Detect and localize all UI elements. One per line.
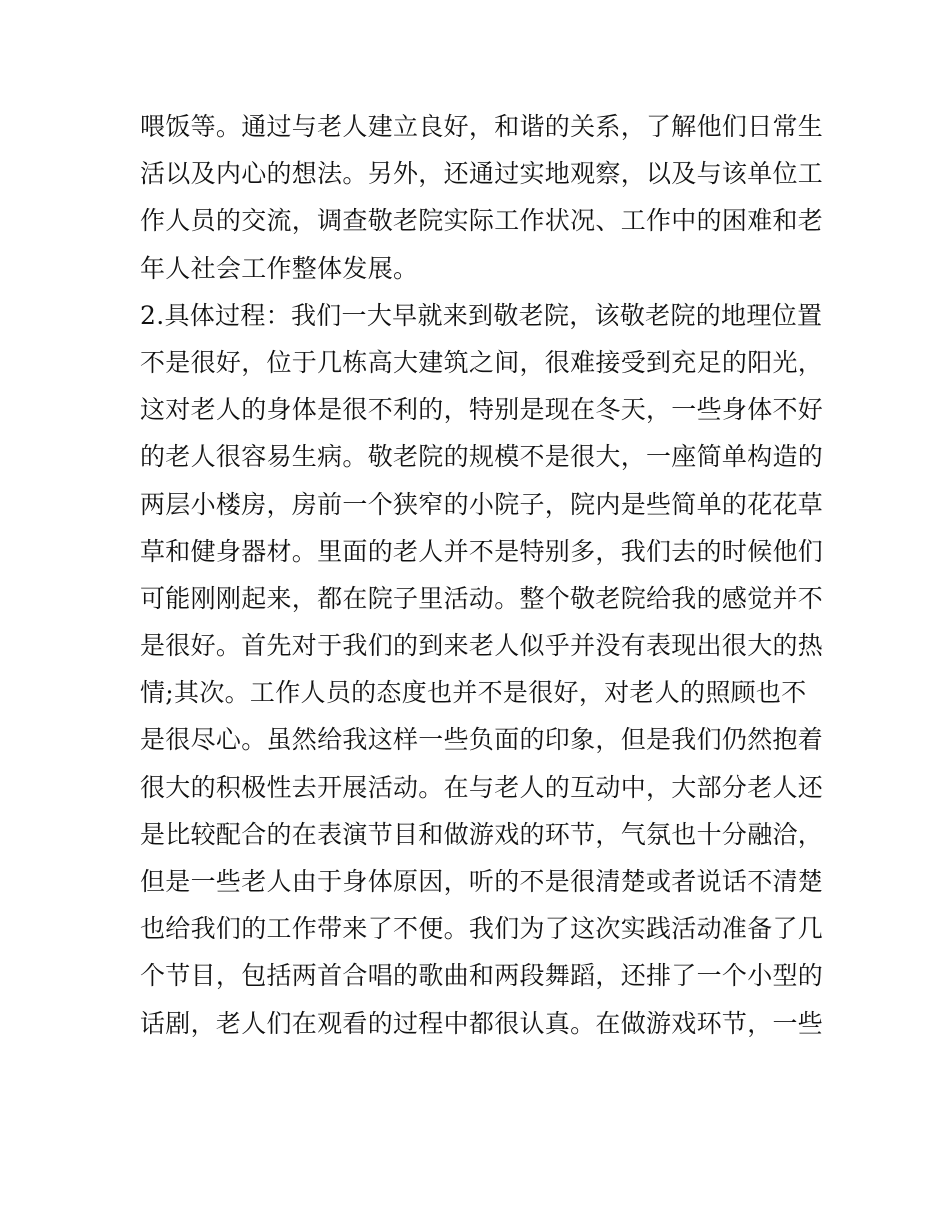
text-line: 草和健身器材。里面的老人并不是特别多，我们去的时候他们 [140,536,824,566]
body-text [140,103,824,1047]
text-line: 这对老人的身体是很不利的，特别是现在冬天，一些身体不好 [140,395,824,425]
text-line: 不是很好，位于几栋高大建筑之间，很难接受到充足的阳光， [140,347,824,377]
text-line: 年人社会工作整体发展。 [140,253,419,283]
text-line: 活以及内心的想法。另外，还通过实地观察，以及与该单位工 [140,159,824,189]
text-line: 是很好。首先对于我们的到来老人似乎并没有表现出很大的热 [140,631,824,661]
text-line: 情;其次。工作人员的态度也并不是很好，对老人的照顾也不 [140,678,807,708]
text-line: 很大的积极性去开展活动。在与老人的互动中，大部分老人还 [140,772,824,802]
text-line: 2.具体过程：我们一大早就来到敬老院，该敬老院的地理位置 [140,300,823,330]
text-line: 两层小楼房，房前一个狭窄的小院子，院内是些简单的花花草 [140,489,824,519]
text-line: 作人员的交流，调查敬老院实际工作状况、工作中的困难和老 [140,206,824,236]
text-line: 的老人很容易生病。敬老院的规模不是很大，一座简单构造的 [140,442,824,472]
text-line: 个节目，包括两首合唱的歌曲和两段舞蹈，还排了一个小型的 [140,961,824,991]
text-line: 是比较配合的在表演节目和做游戏的环节，气氛也十分融洽， [140,819,824,849]
text-line: 可能刚刚起来，都在院子里活动。整个敬老院给我的感觉并不 [140,583,824,613]
text-line: 话剧，老人们在观看的过程中都很认真。在做游戏环节，一些 [140,1008,824,1038]
text-line: 但是一些老人由于身体原因，听的不是很清楚或者说话不清楚 [140,867,824,896]
text-line: 喂饭等。通过与老人建立良好，和谐的关系，了解他们日常生 [140,112,824,141]
text-line: 是很尽心。虽然给我这样一些负面的印象，但是我们仍然抱着 [140,725,824,755]
text-line: 也给我们的工作带来了不便。我们为了这次实践活动准备了几 [140,914,824,944]
